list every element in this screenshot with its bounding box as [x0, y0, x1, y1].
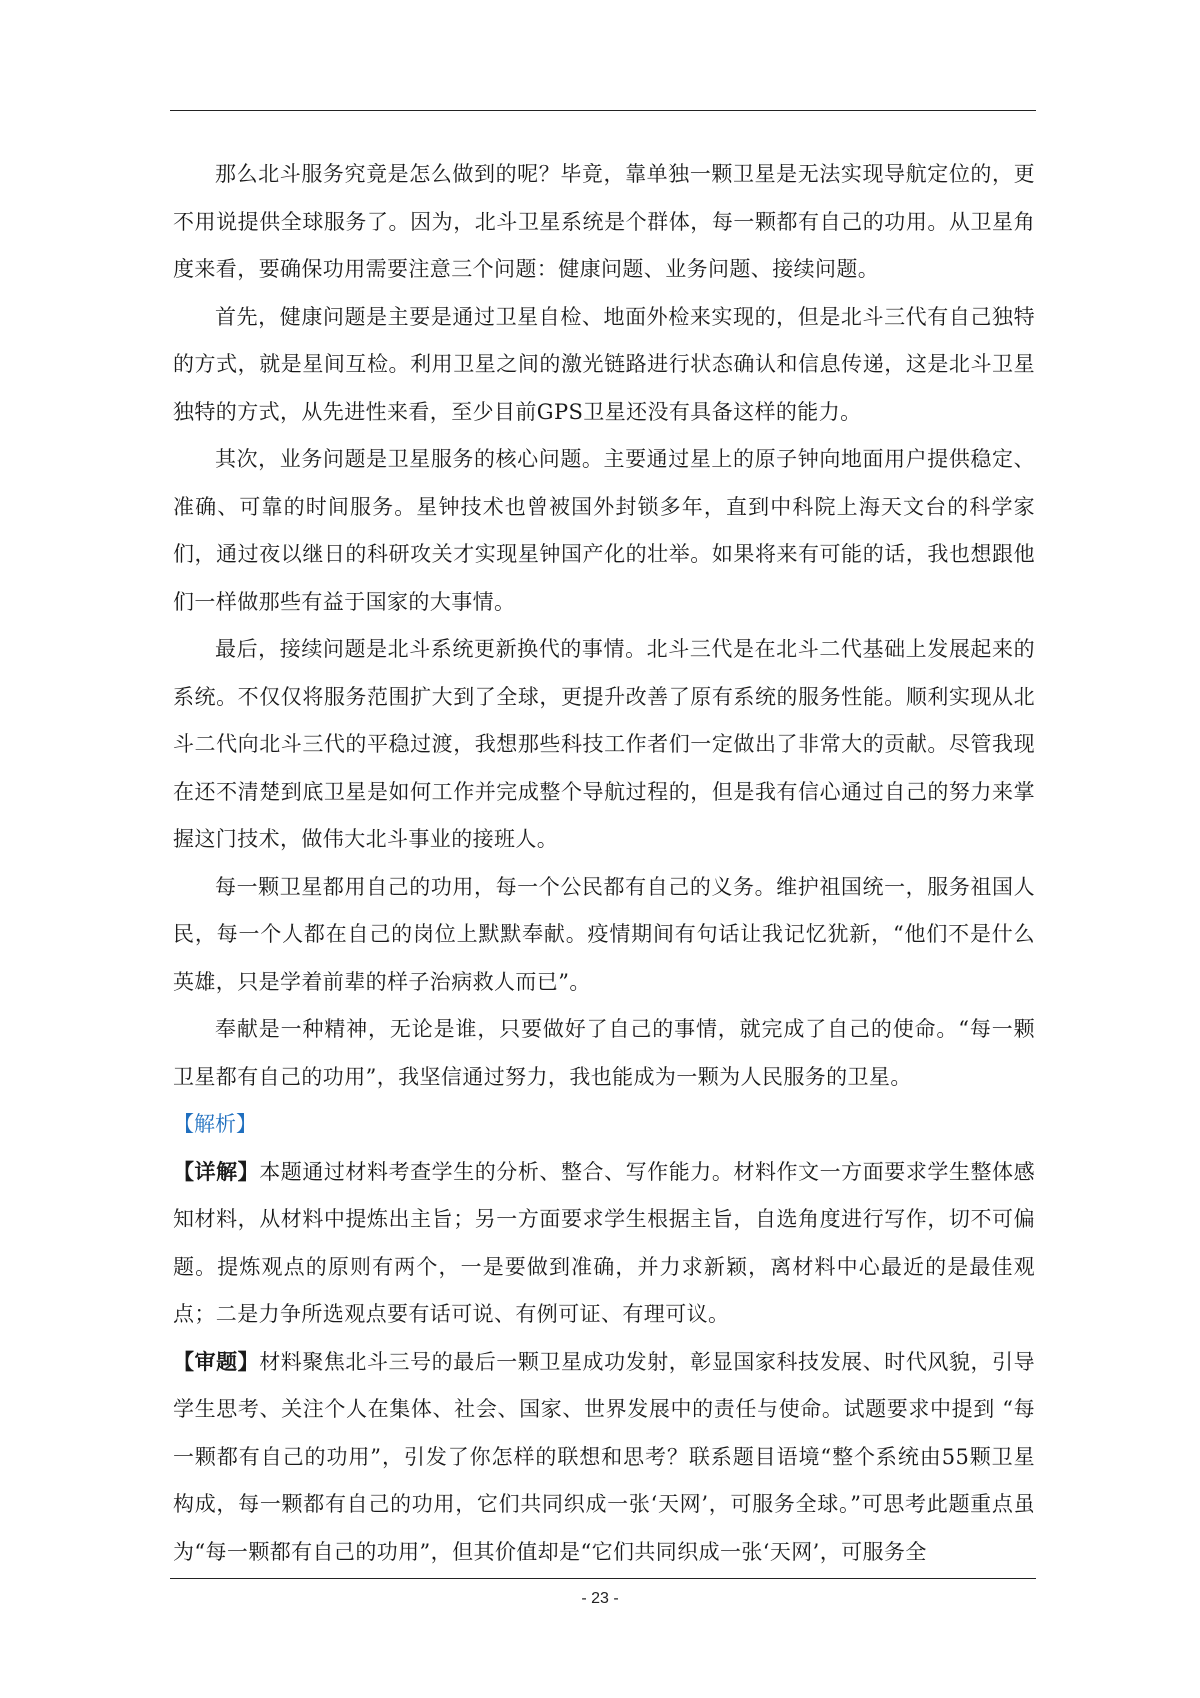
review-paragraph: [173, 1339, 1035, 1577]
body-paragraph-3: 其次，业务问题是卫星服务的核心问题。主要通过星上的原子钟向地面用户提供稳定、准确、可靠的时间服务。星钟技术也曾被国外封锁多年，直到中科院上海天文台的科学家们，通过夜以继日的科研攻关才实现星钟国产化的壮举。如果将来有可能的话，我也想跟他们一样做那些有益于国家的大事情。: [173, 447, 1035, 614]
footer-rule: [170, 1578, 1036, 1579]
body-paragraph-6: 奉献是一种精神，无论是谁，只要做好了自己的事情，就完成了自己的使命。“每一颗卫星都有自己的功用”，我坚信通过努力，我也能成为一颗为人民服务的卫星。: [173, 1017, 1035, 1089]
body-paragraph-5: 每一颗卫星都用自己的功用，每一个公民都有自己的义务。维护祖国统一，服务祖国人民，每一个人都在自己的岗位上默默奉献。疫情期间有句话让我记忆犹新，“他们不是什么英雄，只是学着前辈的样子治病救人而已”。: [173, 874, 1035, 994]
page-number: - 23 -: [581, 1590, 619, 1607]
detail-tag: 【详解】: [173, 1159, 260, 1184]
page-body: [173, 151, 1035, 1576]
analysis-heading: 【解析】: [173, 1112, 257, 1136]
header-rule: [170, 110, 1036, 111]
detail-text: 本题通过材料考查学生的分析、整合、写作能力。材料作文一方面要求学生整体感知材料，从材料中提炼出主旨；另一方面要求学生根据主旨，自选角度进行写作，切不可偏题。提炼观点的原则有两个，一是要做到准确，并力求新颖，离材料中心最近的是最佳观点；二是力争所选观点要有话可说、有例可证、有理可议。: [173, 1159, 1035, 1326]
body-paragraph-2: 首先，健康问题是主要是通过卫星自检、地面外检来实现的，但是北斗三代有自己独特的方式，就是星间互检。利用卫星之间的激光链路进行状态确认和信息传递，这是北斗卫星独特的方式，从先进性来看，至少目前GPS卫星还没有具备这样的能力。: [173, 304, 1035, 424]
review-text: 材料聚焦北斗三号的最后一颗卫星成功发射，彰显国家科技发展、时代风貌，引导学生思考、关注个人在集体、社会、国家、世界发展中的责任与使命。试题要求中提到 “每一颗都有自己的功用”，引发了你怎样的联想和思考？联系题目语境“整个系统由55颗卫星构成，每一颗都有自己的功用，它们共同织成一张‘天网’，可服务全球。”可思考此题重点虽为“每一颗都有自己的功用”，但其价值却是“它们共同织成一张‘天网’，可服务全: [173, 1349, 1035, 1564]
detail-paragraph: [173, 1149, 1035, 1339]
body-paragraph-4: 最后，接续问题是北斗系统更新换代的事情。北斗三代是在北斗二代基础上发展起来的系统。不仅仅将服务范围扩大到了全球，更提升改善了原有系统的服务性能。顺利实现从北斗二代向北斗三代的平稳过渡，我想那些科技工作者们一定做出了非常大的贡献。尽管我现在还不清楚到底卫星是如何工作并完成整个导航过程的，但是我有信心通过自己的努力来掌握这门技术，做伟大北斗事业的接班人。: [173, 637, 1035, 851]
body-paragraph-1: 那么北斗服务究竟是怎么做到的呢？毕竟，靠单独一颗卫星是无法实现导航定位的，更不用说提供全球服务了。因为，北斗卫星系统是个群体，每一颗都有自己的功用。从卫星角度来看，要确保功用需要注意三个问题：健康问题、业务问题、接续问题。: [173, 162, 1035, 281]
review-tag: 【审题】: [173, 1349, 260, 1374]
